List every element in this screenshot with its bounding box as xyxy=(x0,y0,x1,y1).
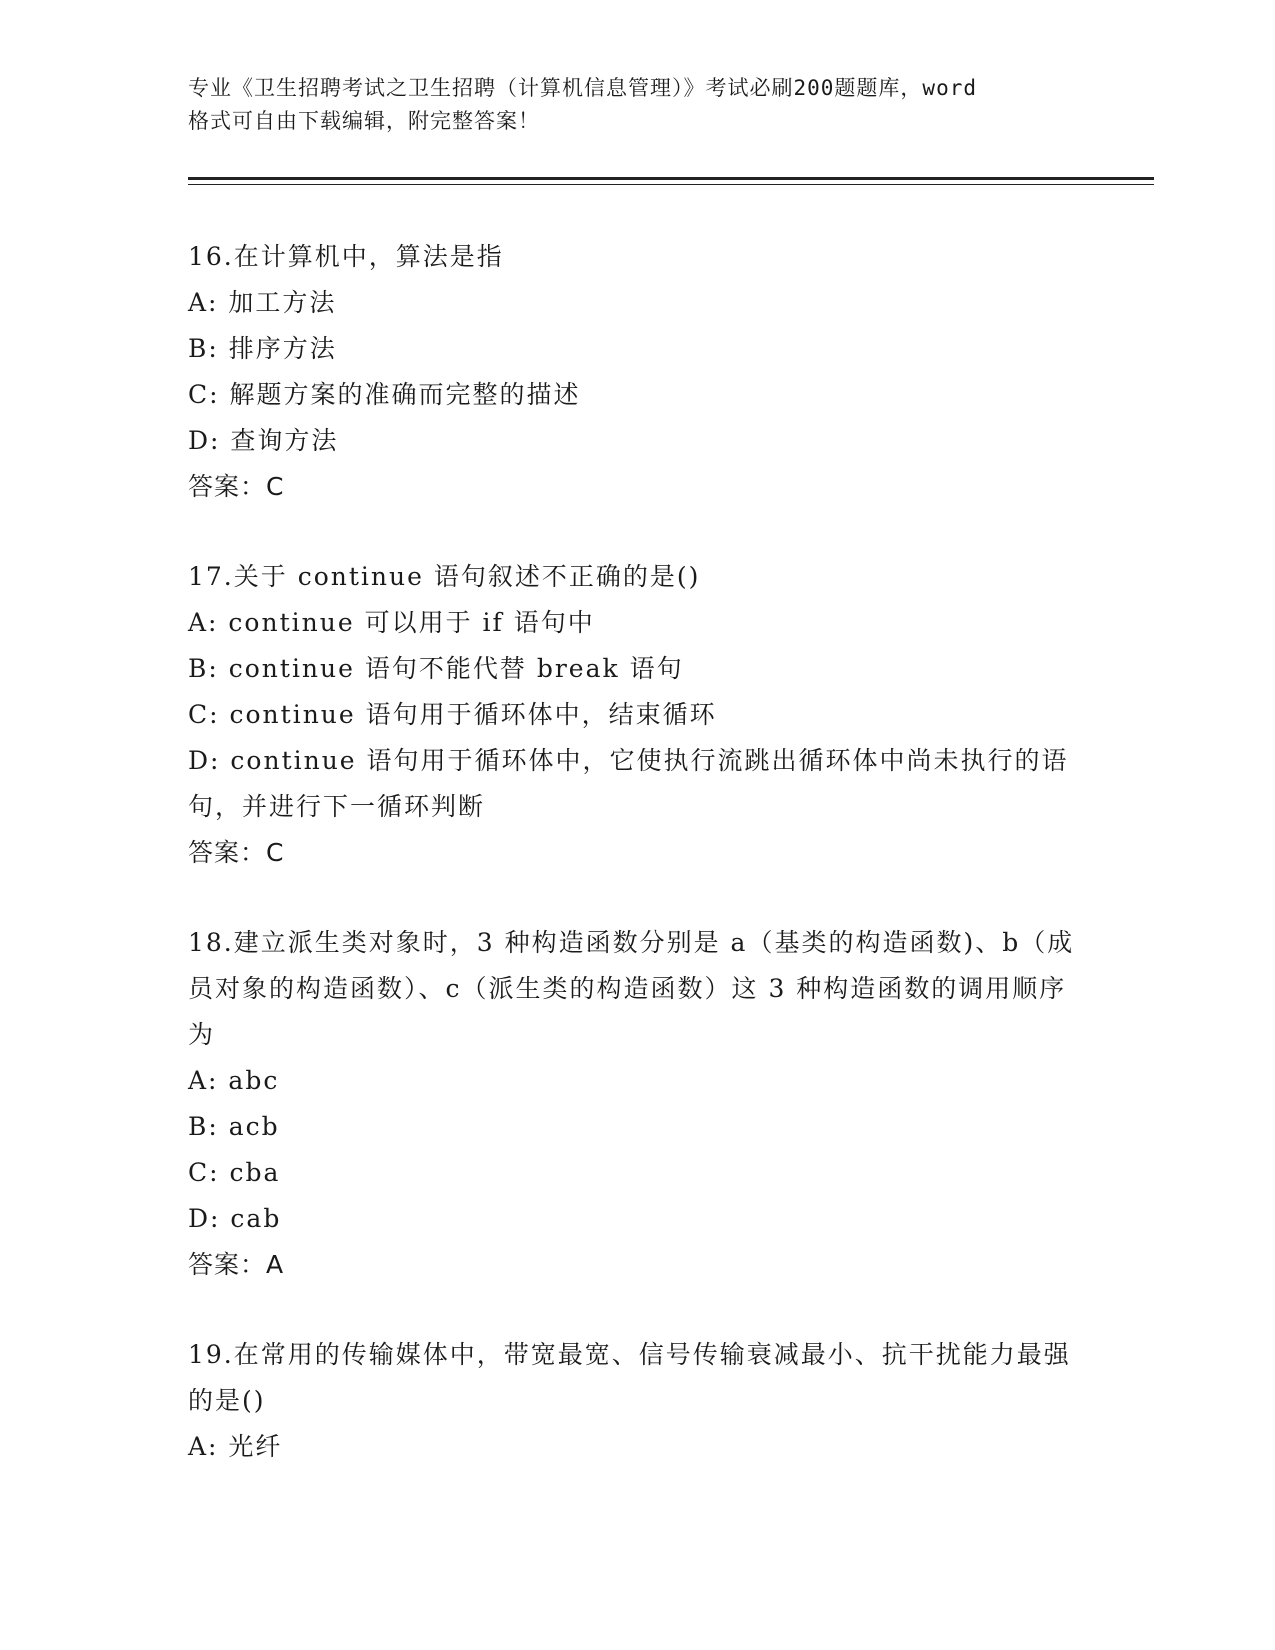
option-d: D: continue 语句用于循环体中，它使执行流跳出循环体中尚未执行的语句，并进行下一循环判断 xyxy=(188,746,1069,821)
option-a: A: 加工方法 xyxy=(188,288,337,317)
option-a: A: abc xyxy=(188,1066,280,1095)
option-b: B: 排序方法 xyxy=(188,334,337,363)
option-b: B: acb xyxy=(188,1112,280,1141)
question-19 xyxy=(188,1332,1088,1470)
header-line-2: 格式可自由下载编辑，附完整答案！ xyxy=(188,109,540,133)
header-divider-thin xyxy=(188,184,1154,185)
question-stem: 17.关于 continue 语句叙述不正确的是() xyxy=(188,562,701,591)
header-divider-thick xyxy=(188,177,1154,180)
document-header xyxy=(188,72,1088,138)
option-a: A: 光纤 xyxy=(188,1432,283,1461)
question-stem: 16.在计算机中，算法是指 xyxy=(188,242,504,271)
header-line-1: 专业《卫生招聘考试之卫生招聘（计算机信息管理）》考试必刷200题题库，word xyxy=(188,76,977,100)
option-a: A: continue 可以用于 if 语句中 xyxy=(188,608,595,637)
option-c: C: continue 语句用于循环体中，结束循环 xyxy=(188,700,717,729)
question-17 xyxy=(188,554,1088,876)
answer-line: 答案：C xyxy=(188,472,285,501)
option-c: C: cba xyxy=(188,1158,281,1187)
option-d: D: 查询方法 xyxy=(188,426,339,455)
answer-line: 答案：A xyxy=(188,1250,285,1279)
answer-line: 答案：C xyxy=(188,838,285,867)
question-stem: 18.建立派生类对象时，3 种构造函数分别是 a（基类的构造函数)、b（成员对象的构造函数）、c（派生类的构造函数）这 3 种构造函数的调用顺序为 xyxy=(188,928,1075,1049)
question-stem: 19.在常用的传输媒体中，带宽最宽、信号传输衰减最小、抗干扰能力最强的是() xyxy=(188,1340,1071,1415)
question-18 xyxy=(188,920,1088,1288)
option-d: D: cab xyxy=(188,1204,282,1233)
question-list xyxy=(188,234,1088,1514)
option-c: C: 解题方案的准确而完整的描述 xyxy=(188,380,581,409)
question-16 xyxy=(188,234,1088,510)
option-b: B: continue 语句不能代替 break 语句 xyxy=(188,654,684,683)
